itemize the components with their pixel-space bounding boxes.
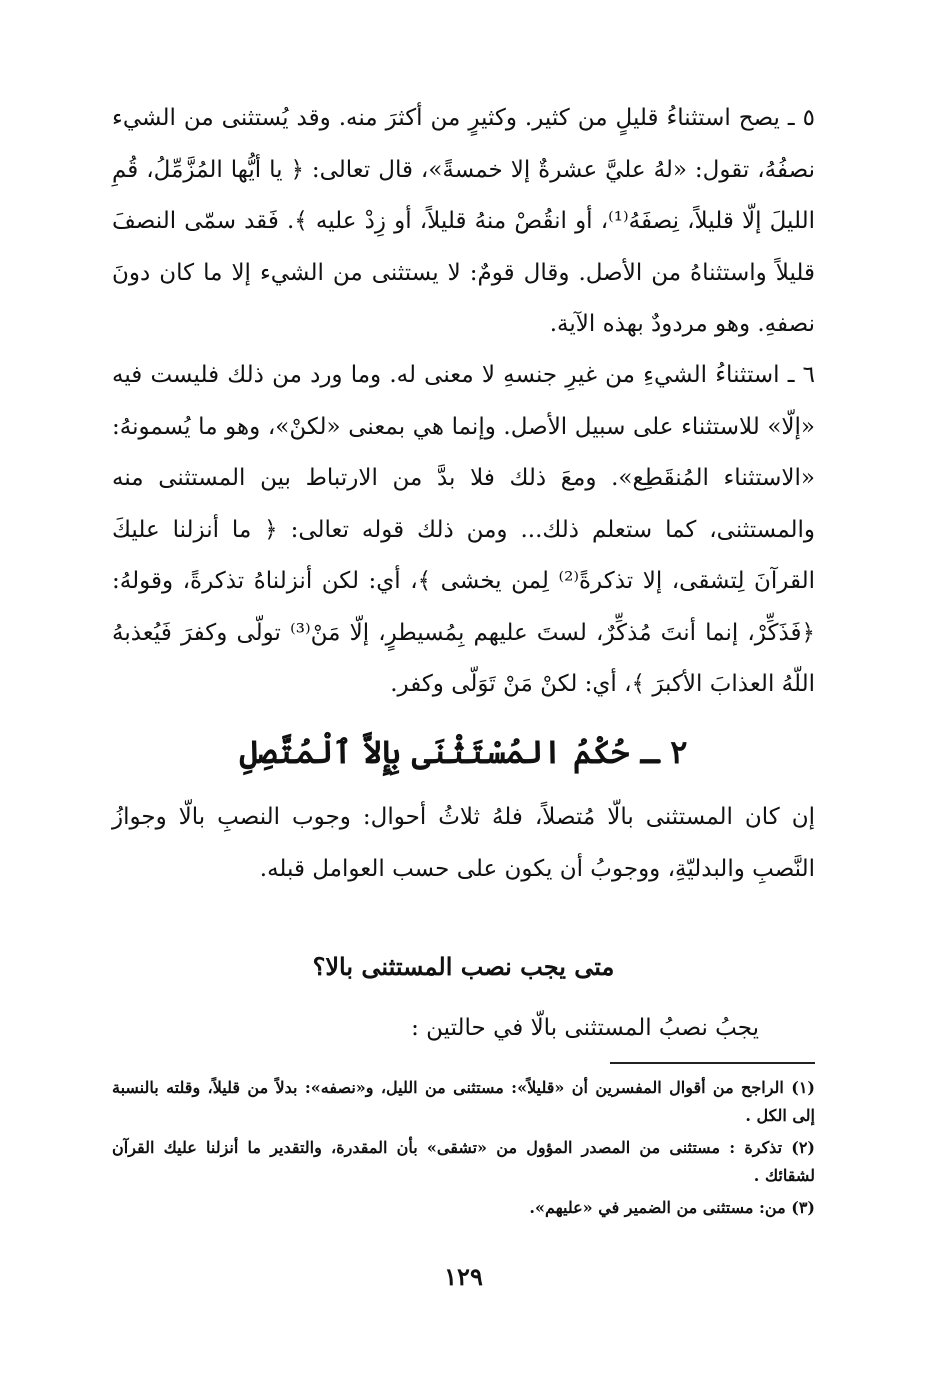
- footnote-3: (٣) من: مستثنى من الضمير في «عليهم».: [529, 1198, 815, 1217]
- footnote-1: (١) الراجح من أقوال المفسرين أن «قليلاً»: مستثنى من الليل، و«نصفه»: بدلاً من قليلاً، وقلته بالنسبة إلى الكل .: [112, 1078, 815, 1125]
- intro-line: يجبُ نصبُ المستثنى بالّا في حالتين :: [411, 1015, 759, 1041]
- section-heading: ٢ ـ حُكْمُ المُسْتَثْنَى بِإِلاَّ ٱلْمُتَّصِلِ: [239, 733, 688, 771]
- footnote-separator: [610, 1062, 815, 1064]
- paragraph-6: ٦ ـ استثناءُ الشيءِ من غيرِ جنسهِ لا معنى له. وما ورد من ذلك فليست فيه «إلّا» للاستثناء على سبيل الأصل. وإنما هي بمعنى «لكنْ»، وهو ما يُسمونهُ: «الاستثناء المُنقَطِع». ومعَ ذلك فلا بدَّ من الارتباط بين المستثنى منه والمستثنى، كما ستعلم ذلك... ومن ذلك قوله تعالى: ﴿ ما أنزلنا عليكَ القرآنَ لِتشقى، إلا تذكرةً⁽²⁾ لِمن يخشى ﴾، أي: لكن أنزلناهُ تذكرةً، وقولهُ: ﴿فَذَكِّرْ، إنما أنتَ مُذكِّرٌ، لستَ عليهم بِمُسيطرٍ، إلّا مَنْ⁽³⁾ تولّى وكفرَ فَيُعذبهُ اللّهُ العذابَ الأكبرَ ﴾، أي: لكنْ مَنْ تَوَلّى وكفر.: [112, 362, 815, 697]
- footnotes-list: [112, 1074, 815, 1226]
- footnote-2: (٢) تذكرة : مستثنى من المصدر المؤول من «تشقى» بأن المقدرة، والتقدير ما أنزلنا عليك القرآن لشقائك .: [112, 1138, 815, 1185]
- page-number: ١٢٩: [444, 1262, 483, 1291]
- paragraph-rule: إن كان المستثنى بالّا مُتصلاً، فلهُ ثلاثُ أحوال: وجوب النصبِ بالّا وجوازُ النَّصبِ والبدليّةِ، ووجوبُ أن يكون على حسب العوامل قبله.: [112, 804, 815, 882]
- paragraph-5: ٥ ـ يصح استثناءُ قليلٍ من كثير. وكثيرٍ من أكثرَ منه. وقد يُستثنى من الشيء نصفُهُ، تقول: «لهُ عليَّ عشرةٌ إلا خمسةً»، قال تعالى: ﴿ يا أيُّها المُزَّمِّلُ، قُمِ الليلَ إلّا قليلاً، نِصفَهُ⁽¹⁾، أو انقُصْ منهُ قليلاً، أو زِدْ عليه ﴾. فَقد سمّى النصفَ قليلاً واستثناهُ من الأصل. وقال قومٌ: لا يستثنى من الشيء إلا ما كان دونَ نصفهِ. وهو مردودٌ بهذه الآية.: [112, 105, 815, 337]
- sub-heading: متى يجب نصب المستثنى بالا؟: [312, 952, 615, 981]
